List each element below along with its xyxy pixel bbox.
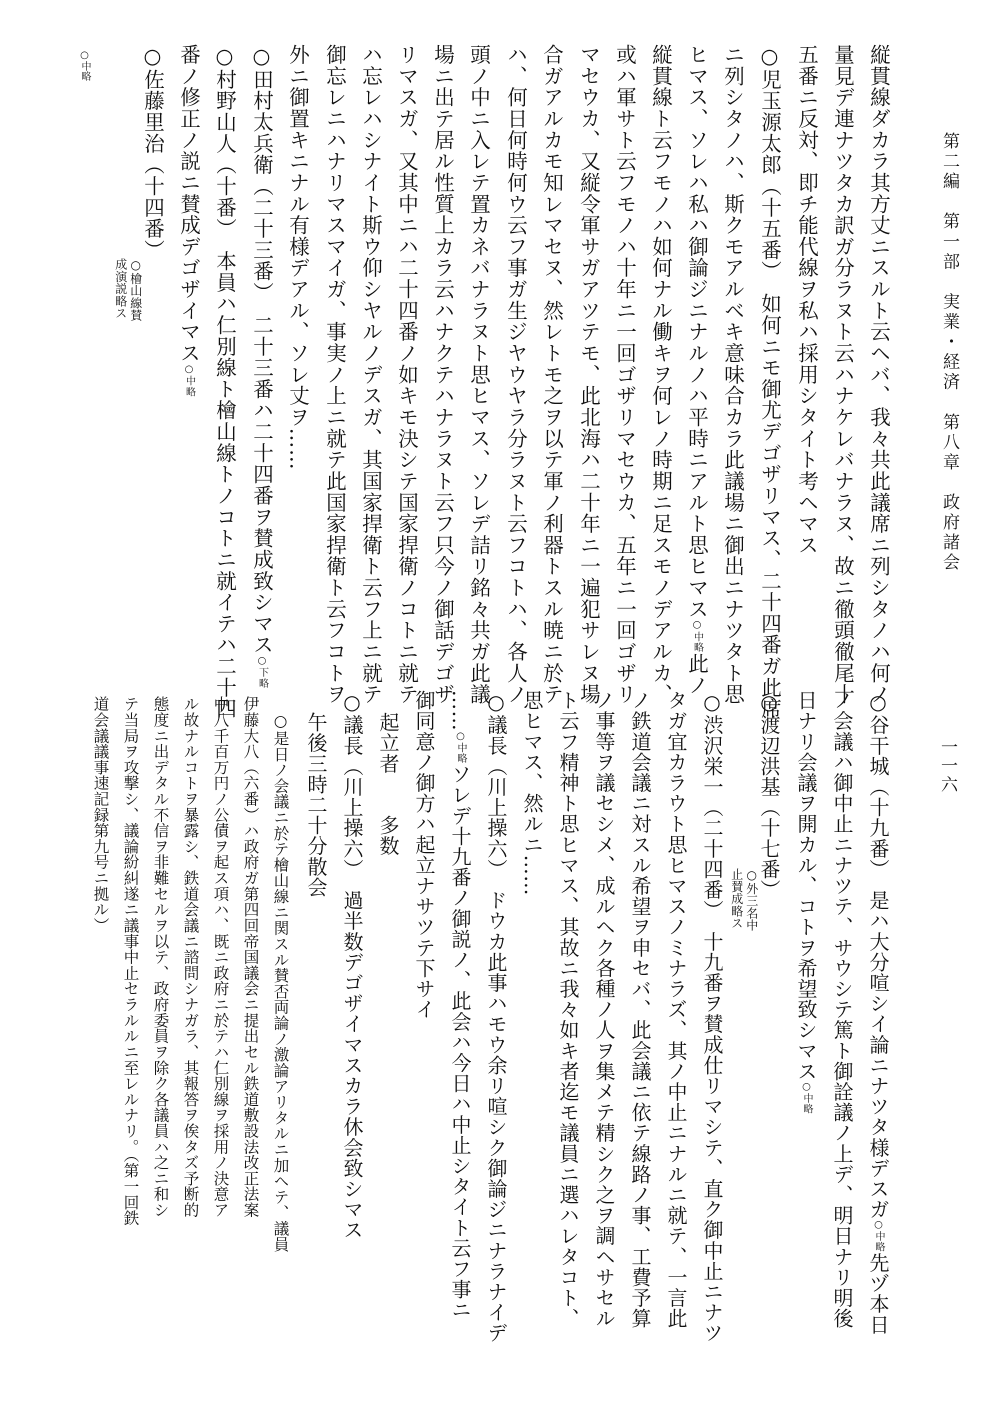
text-column: 場ニ出テ居ル性質上カラ云ハナクテハナラヌト云フ只今ノ御話デゴザ xyxy=(430,44,455,705)
inline-note: 止賛成略ス xyxy=(729,868,744,930)
speaker-line: ○児玉源太郎（十五番） 如何ニモ御尤デゴザリマス、二十四番ガ此席 xyxy=(757,44,782,720)
text-column: ト云フ精神ト思ヒマス、其故ニ我々如キ者迄モ議員ニ選ハレタコト、 xyxy=(556,690,580,1329)
text-column: 縦貫線ダカラ其方丈ニスルト云ヘバ、我々共此議席ニ列シタノハ何ノ xyxy=(866,44,891,705)
speaker-line: ○村野山人（十番） 本員ハ仁別線ト檜山線トノコトニ就イテハ二十四 xyxy=(212,44,237,720)
text-column: 量見デ連ナツタカ訳ガ分ラヌト云ハナケレバナラヌ、故ニ徹頭徹尾十 xyxy=(830,44,855,705)
text-column: ノ事等ヲ議セシメ、成ルヘク各種ノ人ヲ集メテ精シク之ヲ調ヘサセル xyxy=(592,690,616,1329)
text-column: 五番ニ反対、即チ能代線ヲ私ハ採用シタイト考ヘマス xyxy=(794,44,819,556)
text-column: 合ガアルカモ知レマセヌ、然レトモ之ヲ以テ軍ノ利器トスル暁ニ於テ xyxy=(539,44,564,705)
text-column: 或ハ軍サト云フモノハ十年ニ一回ゴザリマセウカ、五年ニ一回ゴザリ xyxy=(612,44,637,705)
inline-note: ○外三名中 xyxy=(744,868,759,932)
running-header: 第二編 第一部 実業・経済 第八章 政府諸会 xyxy=(939,132,959,574)
footnote-line: 道会議議事速記録第九号ニ拠ル） xyxy=(91,696,110,934)
speaker-line: ○渡辺洪基（十七番） xyxy=(757,690,781,900)
text-column: ……○中略ソレデ十九番ノ御説ノ、此会ハ今日ハ中止シタイト云フ事ニ xyxy=(448,690,472,1321)
speaker-line: ○田村太兵衛（二十三番） 二十三番ハ二十四番ヲ賛成致シマス○下略 xyxy=(249,44,274,689)
text-column: ノ鉄道会議ニ対スル希望ヲ申セバ、此会議ニ依テ線路ノ事、工費予算 xyxy=(628,690,652,1329)
adjournment-time: 午後三時二十分散会 xyxy=(304,712,328,898)
text-column: ニ列シタノハ、斯クモアルベキ意味合カラ此議場ニ御出ニナツタト思 xyxy=(720,44,745,705)
text-column: ヒマス、ソレハ私ハ御論ジニナルノハ平時ニアルト思ヒマス○中略此ノ xyxy=(684,44,709,696)
text-column: タガ宜カラウト思ヒマスノミナラズ、其ノ中止ニナルニ就テ、一言此 xyxy=(664,690,688,1329)
inline-note: 成演説略ス xyxy=(113,258,128,320)
omission-note: ○中略 xyxy=(79,50,90,81)
speaker-line: ○渋沢栄一（二十四番） 十九番ヲ賛成仕リマシテ、直ク御中止ニナツ xyxy=(700,690,724,1344)
speaker-line: ○谷干城（十九番） 是ハ大分喧シイ論ニナツタ様デスガ○中略先ヅ本日 xyxy=(866,690,890,1335)
footnote-line: 態度ニ出デタル不信ヲ非難セルヲ以テ、政府委員ヲ除ク各議員ハ之ニ和シ xyxy=(151,696,170,1218)
text-column: 番ノ修正ノ説ニ賛成デゴザイマス○中略 xyxy=(176,44,201,398)
text-column: 日ナリ会議ヲ開カル、コトヲ希望致シマス○中略 xyxy=(794,690,818,1115)
vote-result: 起立者 多数 xyxy=(376,712,400,857)
text-column: リマスガ、又其中ニハ二十四番ノ如キモ決シテ国家捍衛ノコトニ就テ xyxy=(394,44,419,705)
inline-note: ○檜山線賛 xyxy=(128,258,143,322)
text-column: マセウカ、又縦令軍サガアツテモ、此北海ハ二十年ニ一遍犯サレヌ場 xyxy=(576,44,601,705)
text-column: 思ヒマス、然ルニ…… xyxy=(520,690,544,896)
footnote-line: テ当局ヲ攻撃シ、議論紛糾遂ニ議事中止セラルルニ至レルナリ。（第一回鉄 xyxy=(121,696,140,1226)
footnote-line: ル故ナルコトヲ暴露シ、鉄道会議ニ諮問シナガラ、其報答ヲ俟タズ予断的 xyxy=(181,696,200,1218)
text-column: 御同意ノ御方ハ起立ナサツテ下サイ xyxy=(412,690,436,1020)
text-column: ハ忘レハシナイト斯ウ仰シヤルノデスガ、其国家捍衛ト云フ上ニ就テ xyxy=(358,44,383,705)
speaker-line: ○議長（川上操六） ドウカ此事ハモウ余リ喧シク御論ジニナラナイデ xyxy=(484,690,508,1344)
text-column: ハ、何日何時何ウ云フ事ガ生ジヤウヤラ分ラヌト云フコトハ、各人ノ xyxy=(503,44,528,705)
speaker-line: ○議長（川上操六） 過半数デゴザイマスカラ休会致シマス xyxy=(340,690,364,1241)
footnote-line: 中八千百万円ノ公債ヲ起ス項ハ、既ニ政府ニ於テハ仁別線ヲ採用ノ決意ア xyxy=(211,696,230,1218)
text-column: 縦貫線ト云フモノハ如何ナル働キヲ何レノ時期ニ足スモノデアルカ、 xyxy=(648,44,673,705)
text-column: 御忘レニハナリマスマイガ、事実ノ上ニ就テ此国家捍衛ト云フコトヲ xyxy=(322,44,347,705)
text-column: 外ニ御置キニナル有様デアル、ソレ丈ヲ…… xyxy=(285,44,310,471)
speaker-line: ○佐藤里治（十四番） xyxy=(140,44,165,261)
footnote-line: ○是日ノ会議ニ於テ檜山線ニ関スル賛否両論ノ激論アリタルニ加ヘテ、議員 xyxy=(271,712,290,1253)
footnote-line: 伊藤大八（六番）ハ政府ガ第四回帝国議会ニ提出セル鉄道敷設法改正法案 xyxy=(241,696,260,1218)
page-number: 一一六 xyxy=(937,738,957,795)
text-column: ノ会議ハ御中止ニナツテ、サウシテ篤ト御詮議ノ上デ、明日ナリ明後 xyxy=(830,690,854,1329)
text-column: 頭ノ中ニ入レテ置カネバナラヌト思ヒマス、ソレデ詰リ銘々共ガ此議 xyxy=(466,44,491,705)
